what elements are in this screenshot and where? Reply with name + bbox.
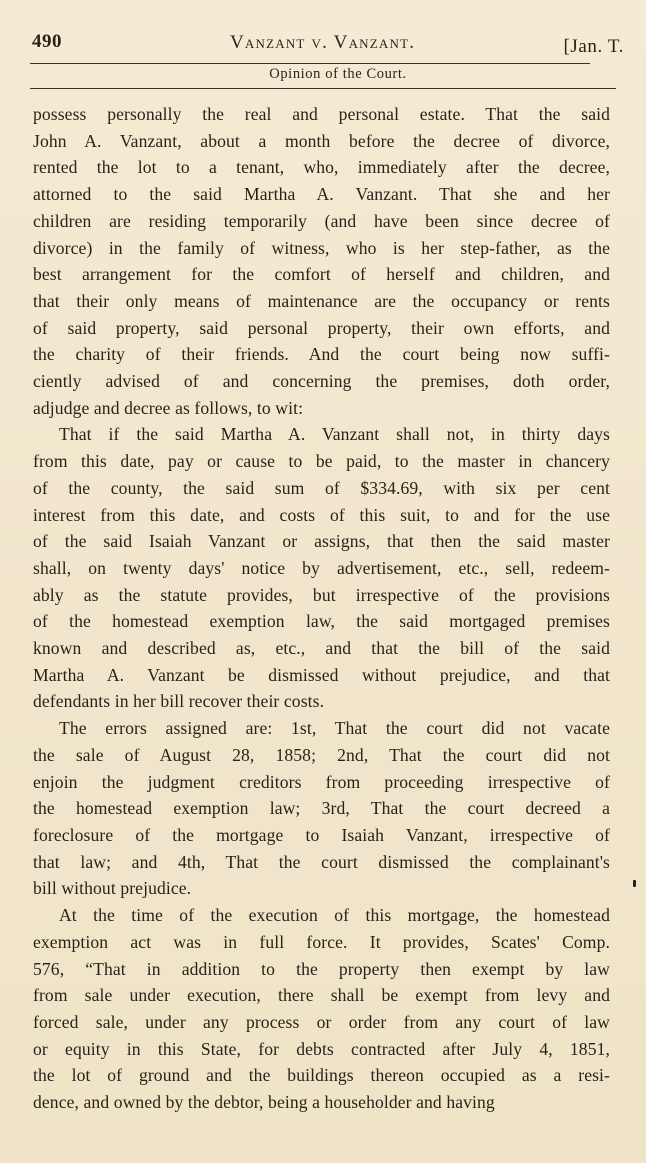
text-line: the charity of their friends. And the court being now suffi- (33, 344, 610, 365)
text-line: the lot of ground and the buildings thereon occupied as a resi- (33, 1065, 610, 1086)
text-line: of the homestead exemption law, the said mortgaged premises (33, 611, 610, 632)
text-line: That if the said Martha A. Vanzant shall not, in thirty days (59, 424, 610, 445)
paragraph (33, 101, 610, 421)
text-line: defendants in her bill recover their costs. (33, 691, 325, 712)
text-line: known and described as, etc., and that the bill of the said (33, 638, 610, 659)
opinion-text (33, 101, 610, 1116)
section-subheading: Opinion of the Court. (269, 66, 407, 82)
text-line: enjoin the judgment creditors from proceeding irrespective of (33, 771, 610, 792)
text-line: dence, and owned by the debtor, being a householder and having (33, 1092, 495, 1113)
term-label: [Jan. T. (563, 36, 624, 57)
text-line: of the said Isaiah Vanzant or assigns, that then the said master (33, 531, 610, 552)
header-rule (30, 63, 590, 64)
text-line: foreclosure of the mortgage to Isaiah Vanzant, irrespective of (33, 824, 610, 845)
paragraph (33, 421, 610, 715)
text-line: the homestead exemption law; 3rd, That the court decreed a (33, 798, 610, 819)
text-line: best arrangement for the comfort of herself and children, and (33, 264, 610, 285)
text-line: forced sale, under any process or order from any court of law (33, 1011, 610, 1032)
text-line: At the time of the execution of this mortgage, the homestead (59, 905, 610, 926)
paragraph (33, 715, 610, 902)
text-line: from this date, pay or cause to be paid, to the master in chancery (33, 451, 610, 472)
text-line: children are residing temporarily (and have been since decree of (33, 210, 610, 231)
text-line: from sale under execution, there shall be exempt from levy and (33, 985, 610, 1006)
text-line: adjudge and decree as follows, to wit: (33, 397, 304, 418)
paragraph (33, 902, 610, 1116)
text-line: The errors assigned are: 1st, That the court did not vacate (59, 718, 610, 739)
text-line: exemption act was in full force. It provides, Scates' Comp. (33, 931, 610, 952)
text-line: possess personally the real and personal estate. That the said (33, 104, 610, 124)
text-line: ciently advised of and concerning the premises, doth order, (33, 371, 610, 392)
text-line: Martha A. Vanzant be dismissed without prejudice, and that (33, 664, 610, 685)
running-title: Vanzant v. Vanzant. (230, 32, 416, 53)
margin-mark (633, 880, 636, 887)
text-line: or equity in this State, for debts contracted after July 4, 1851, (33, 1038, 610, 1059)
text-line: shall, on twenty days' notice by advertisement, etc., sell, redeem- (33, 557, 610, 578)
text-line: John A. Vanzant, about a month before the decree of divorce, (33, 130, 610, 151)
text-line: of the county, the said sum of $334.69, with six per cent (33, 477, 610, 498)
text-line: that their only means of maintenance are the occupancy or rents (33, 290, 610, 311)
page-number: 490 (32, 31, 62, 52)
running-header (30, 28, 624, 62)
text-line: attorned to the said Martha A. Vanzant. That she and her (33, 184, 610, 205)
text-line: 576, “That in addition to the property then exempt by law (33, 958, 610, 979)
text-line: divorce) in the family of witness, who is her step-father, as the (33, 237, 610, 258)
text-line: rented the lot to a tenant, who, immediately after the decree, (33, 157, 610, 178)
text-line: of said property, said personal property, their own efforts, and (33, 317, 610, 338)
text-line: interest from this date, and costs of this suit, to and for the use (33, 504, 610, 525)
text-line: that law; and 4th, That the court dismissed the complainant's (33, 851, 610, 872)
subheading-rule (30, 88, 616, 89)
text-line: ably as the statute provides, but irrespective of the provisions (33, 584, 610, 605)
text-line: bill without prejudice. (33, 878, 192, 899)
text-line: the sale of August 28, 1858; 2nd, That the court did not (33, 744, 610, 765)
